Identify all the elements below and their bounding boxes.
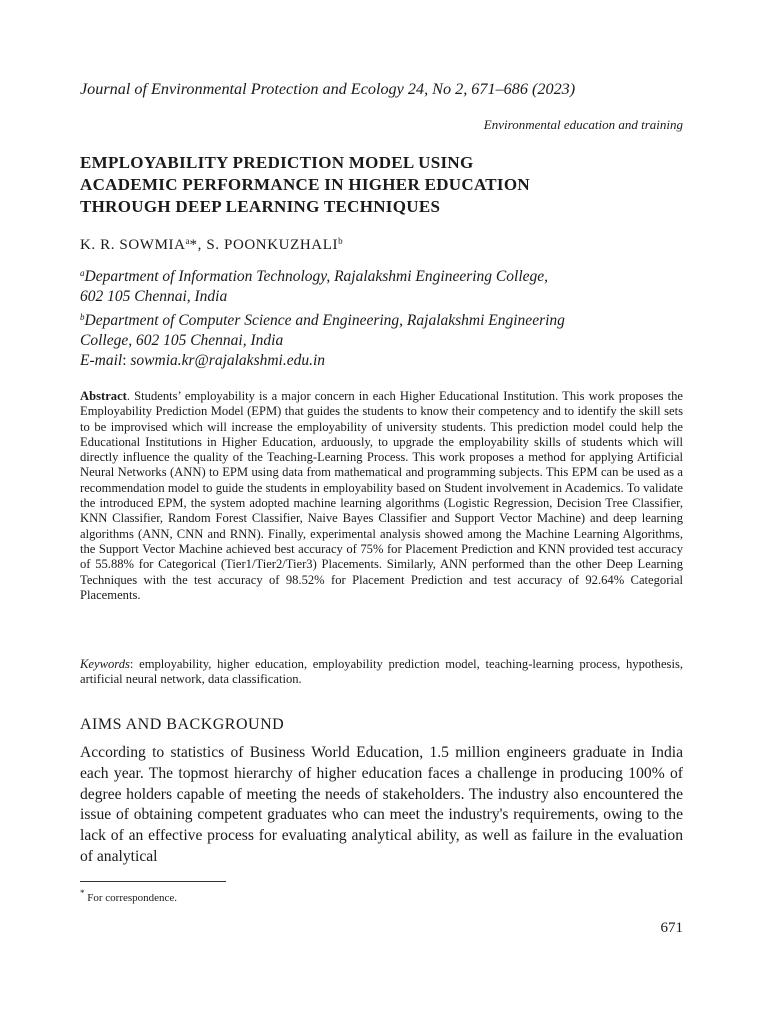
abstract: [80, 389, 683, 603]
paper-title: [80, 152, 683, 218]
author-2-affiliation-mark: b: [338, 236, 343, 246]
body-paragraph: According to statistics of Business World Education, 1.5 million engineers graduate in India each year. The topmost hierarchy of higher education faces a challenge in producing 100% of degree holders capable of meeting the needs of stakeholders. The industry also encountered the issue of obtaining competent graduates who can meet the industry's requirements, owing to the lack of an effective process for evaluating analytical ability, as well as failure in the evaluation of analytical: [80, 744, 683, 865]
author-2: S. POONKUZHALI: [206, 237, 339, 253]
email-label: E-mail: [80, 352, 123, 369]
email-address[interactable]: sowmia.kr@rajalakshmi.edu.in: [130, 352, 326, 369]
journal-citation: Journal of Environmental Protection and Ecology 24, No 2, 671–686 (2023): [80, 80, 576, 98]
corresponding-mark: *,: [189, 237, 207, 253]
title-line-1: EMPLOYABILITY PREDICTION MODEL USING: [80, 153, 474, 172]
author-1-affiliation-mark: a: [185, 236, 190, 246]
affiliation-b-text: Department of Computer Science and Engineering, Rajalakshmi Engineering: [84, 312, 565, 329]
abstract-label: Abstract: [80, 389, 127, 403]
author-list: [80, 236, 343, 254]
section-category: Environmental education and training: [483, 117, 683, 132]
affiliation-a-text: Department of Information Technology, Rajalakshmi Engineering College,: [84, 268, 549, 285]
affiliation-a-line-2: 602 105 Chennai, India: [80, 288, 228, 305]
email-line: [80, 351, 683, 371]
affiliation-b-mark: b: [80, 312, 85, 322]
keywords-label: Keywords: [80, 657, 130, 671]
page-number: 671: [660, 920, 683, 936]
author-1: K. R. SOWMIA: [80, 237, 186, 253]
keywords-text: : employability, higher education, employability prediction model, teaching-learning process, hypothesis, artificial neural network, data classification.: [80, 657, 683, 687]
affiliation-b-line-2: College, 602 105 Chennai, India: [80, 332, 284, 349]
footnote-divider: [80, 881, 226, 882]
section-heading: AIMS AND BACKGROUND: [80, 716, 285, 733]
footnote-mark: *: [80, 888, 85, 898]
footnote: [80, 888, 177, 904]
paper-page: [80, 0, 683, 1024]
affiliation-b-line-1: [80, 307, 683, 331]
email-separator: :: [122, 352, 131, 369]
abstract-text: . Students’ employability is a major concern in each Higher Educational Institution. This work proposes the Employability Prediction Model (EPM) that guides the students to know their competency and to identify the skill sets to be improvised which will increase the employability of university students. This prediction model could help the Educational Institutions in Higher Education, arduously, to upgrade the employability skills of students which will directly influence the quality of the Teaching-Learning Process. This work proposes a method for applying Artificial Neural Networks (ANN) to EPM using data from mathematical and programming subjects. This EPM can be used as a recommendation model to guide the students in employability based on Student involvement in Academics. To validate the introduced EPM, the system adopted machine learning algorithms (Logistic Regression, Decision Tree Classifier, KNN Classifier, Random Forest Classifier, Naive Bayes Classifier and Support Vector Machine) and deep learning algorithms (ANN, CNN and RNN). Finally, experimental analysis showed among the Machine Learning Algorithms, the Support Vector Machine achieved best accuracy of 75% for Placement Prediction and KNN provided test accuracy of 55.88% for Categorical (Tier1/Tier2/Tier3) Placements. Similarly, ANN performed than the other Deep Learning Techniques with the test accuracy of 98.52% for Placement Prediction and test accuracy of 92.64% Categorial Placements.: [80, 389, 683, 602]
keywords: [80, 657, 683, 688]
affiliation-a-line-1: [80, 263, 683, 287]
title-line-2: ACADEMIC PERFORMANCE IN HIGHER EDUCATION: [80, 175, 530, 194]
title-line-3: THROUGH DEEP LEARNING TECHNIQUES: [80, 197, 441, 216]
affiliations: [80, 263, 683, 371]
affiliation-a-mark: a: [80, 268, 85, 278]
footnote-text: For correspondence.: [84, 892, 178, 904]
